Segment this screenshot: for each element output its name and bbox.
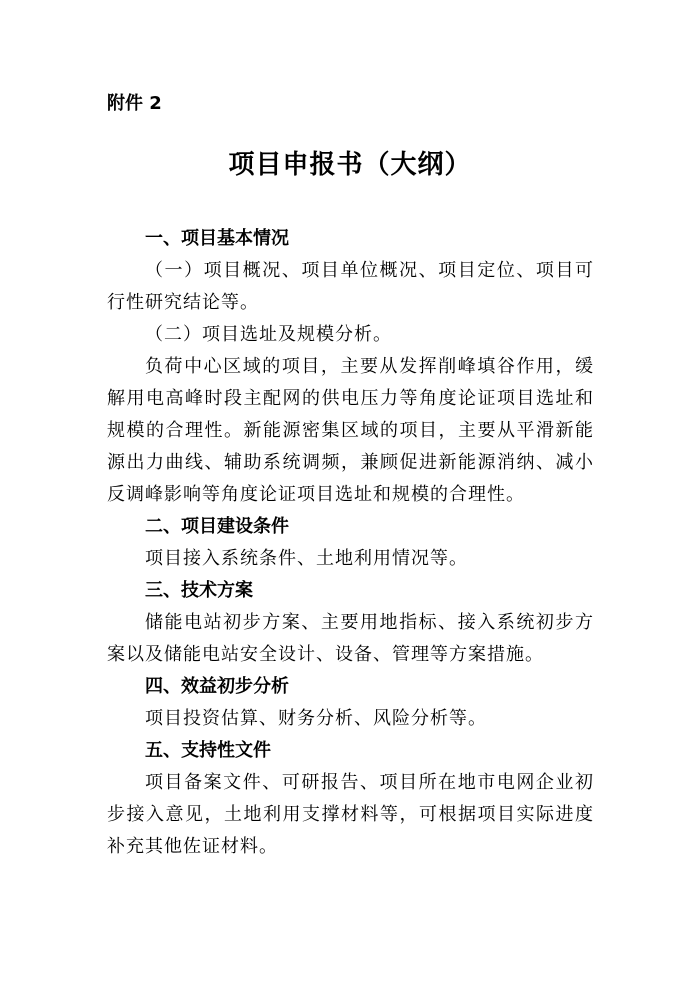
section-heading: 一、项目基本情况: [145, 228, 289, 249]
attachment-label: 附件 2: [107, 93, 162, 114]
section-supporting-documents: [107, 735, 594, 863]
paragraph: （二）项目选址及规模分析。: [145, 324, 392, 345]
section-technical-plan: [107, 575, 594, 671]
section-heading: 二、项目建设条件: [145, 516, 289, 537]
section-basic-info: [107, 223, 594, 511]
document-title: 项目申报书（大纲）: [228, 150, 472, 180]
section-construction-conditions: [107, 511, 594, 575]
section-benefit-analysis: [107, 671, 594, 735]
paragraph: 项目投资估算、财务分析、风险分析等。: [145, 708, 487, 729]
paragraph: 储能电站初步方案、主要用地指标、接入系统初步方案以及储能电站安全设计、设备、管理等方案措施。: [107, 612, 594, 665]
paragraph: 负荷中心区域的项目，主要从发挥削峰填谷作用，缓解用电高峰时段主配网的供电压力等角度论证项目选址和规模的合理性。新能源密集区域的项目，主要从平滑新能源出力曲线、辅助系统调频，兼顾促进新能源消纳、减小反调峰影响等角度论证项目选址和规模的合理性。: [107, 356, 594, 505]
paragraph: 项目备案文件、可研报告、项目所在地市电网企业初步接入意见，土地利用支撑材料等，可根据项目实际进度补充其他佐证材料。: [107, 772, 594, 857]
section-heading: 四、效益初步分析: [145, 676, 289, 697]
paragraph: 项目接入系统条件、土地利用情况等。: [145, 548, 468, 569]
document-body: [107, 223, 594, 863]
section-heading: 五、支持性文件: [145, 740, 271, 761]
paragraph: （一）项目概况、项目单位概况、项目定位、项目可行性研究结论等。: [107, 260, 594, 313]
section-heading: 三、技术方案: [145, 580, 253, 601]
